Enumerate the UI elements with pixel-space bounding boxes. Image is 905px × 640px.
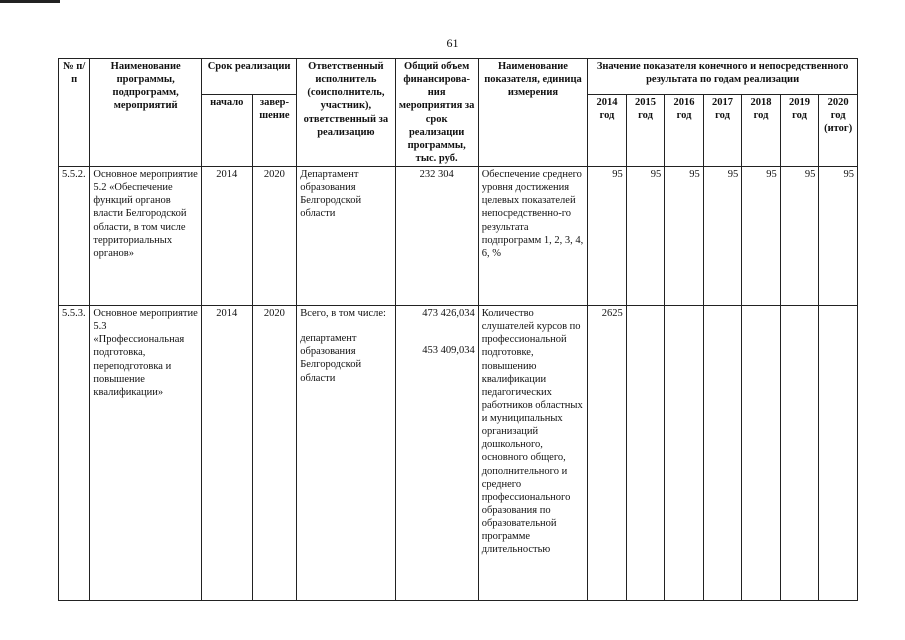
- row-start: 2014: [201, 306, 252, 601]
- row-name: Основное мероприятие 5.3 «Профессиональная подготовка, переподготовка и повышение квалификации»: [90, 306, 202, 601]
- page-number: 61: [446, 36, 459, 50]
- row-value: 95: [780, 167, 819, 306]
- table-row: [59, 306, 858, 601]
- responsible-department: департамент образования Белгородской области: [300, 333, 362, 384]
- responsible-total: Всего, в том числе:: [300, 308, 386, 319]
- header-year: 2019 год: [780, 95, 819, 167]
- row-responsible: [297, 306, 395, 601]
- row-funding: 232 304: [395, 167, 478, 306]
- header-period: Срок реализации: [201, 59, 296, 95]
- row-start: 2014: [201, 167, 252, 306]
- row-indicator: Количество слушателей курсов по профессиональной подготовке, повышению квалификации педагогических работников областных и муниципальных организаций дошкольного, основного общего, дополнительного и среднего профессионального образования по образовательной программе длительностью: [478, 306, 588, 601]
- header-values: Значение показателя конечного и непосредственного результата по годам реализации: [588, 59, 858, 95]
- row-value: 95: [703, 167, 742, 306]
- row-value: [626, 306, 665, 601]
- row-value: [780, 306, 819, 601]
- header-year: 2018 год: [742, 95, 781, 167]
- row-end: 2020: [252, 306, 297, 601]
- row-indicator: Обеспечение среднего уровня достижения целевых показателей непосредственно-го результата подпрограмм 1, 2, 3, 4, 6, %: [478, 167, 588, 306]
- row-value: 2625: [588, 306, 627, 601]
- row-value: [665, 306, 704, 601]
- header-indicator: Наименование показателя, единица измерения: [478, 59, 588, 167]
- row-value: 95: [588, 167, 627, 306]
- table-row: [59, 167, 858, 306]
- row-num: 5.5.2.: [59, 167, 90, 306]
- header-year: 2016 год: [665, 95, 704, 167]
- row-end: 2020: [252, 167, 297, 306]
- header-year: 2015 год: [626, 95, 665, 167]
- row-funding: [395, 306, 478, 601]
- header-num: № п/п: [59, 59, 90, 167]
- header-responsible: Ответственный исполнитель (соисполнитель, участник), ответственный за реализацию: [297, 59, 395, 167]
- row-value: [742, 306, 781, 601]
- funding-total: 473 426,034: [422, 308, 475, 319]
- header-end: завер-шение: [252, 95, 297, 167]
- header-year: 2020 год (итог): [819, 95, 858, 167]
- scan-edge: [0, 0, 60, 3]
- row-name: Основное мероприятие 5.2 «Обеспечение функций органов власти Белгородской области, в том числе территориальных органов»: [90, 167, 202, 306]
- header-year: 2017 год: [703, 95, 742, 167]
- header-name: Наименование программы, подпрограмм, мероприятий: [90, 59, 202, 167]
- row-value: [703, 306, 742, 601]
- row-value: [819, 306, 858, 601]
- row-value: 95: [626, 167, 665, 306]
- header-funding: Общий объем финансирова-ния мероприятия за срок реализации программы, тыс. руб.: [395, 59, 478, 167]
- row-value: 95: [742, 167, 781, 306]
- row-responsible: Департамент образования Белгородской области: [297, 167, 395, 306]
- row-value: 95: [819, 167, 858, 306]
- program-table: [58, 58, 858, 601]
- header-start: начало: [201, 95, 252, 167]
- header-year: 2014 год: [588, 95, 627, 167]
- funding-department: 453 409,034: [422, 345, 475, 357]
- row-num: 5.5.3.: [59, 306, 90, 601]
- row-value: 95: [665, 167, 704, 306]
